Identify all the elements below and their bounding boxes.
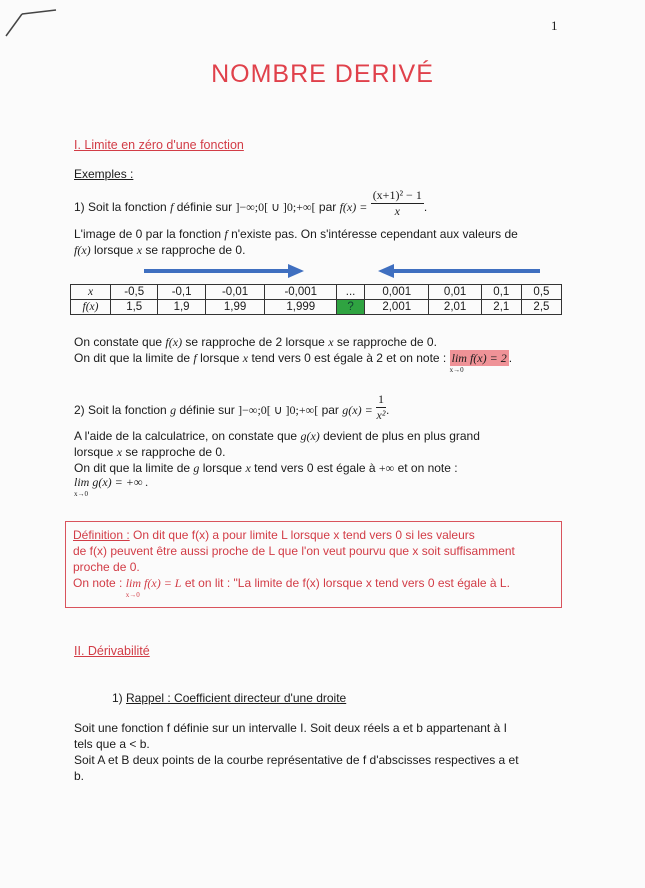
ex2-denominator: x² <box>376 408 386 422</box>
ex2-domain: ]−∞;0[ ∪ ]0;+∞[ <box>238 403 319 418</box>
table-cell: -0,001 <box>265 285 337 300</box>
definition-line-3: proche de 0. <box>73 560 140 574</box>
concl-f: f <box>193 351 197 365</box>
table-cell: f(x) <box>71 300 111 315</box>
section-1-heading <box>74 138 244 152</box>
ex2-text: lorsque <box>74 445 114 459</box>
ex1-denominator: x <box>394 204 400 218</box>
left-arrow-icon <box>372 262 544 280</box>
examples-heading: Exemples : <box>74 167 134 181</box>
rappel-heading <box>112 690 346 706</box>
table-cell: 1,999 <box>265 300 337 315</box>
concl-text: tend vers 0 est égale à 2 et on note : <box>251 351 447 365</box>
ex2-x: x <box>245 461 251 475</box>
concl-text: se rapproche de 0. <box>336 335 437 349</box>
ex2-text: On dit que la limite de <box>74 461 191 475</box>
ex2-defined-on: définie sur <box>179 403 235 418</box>
ex2-limit <box>74 474 149 498</box>
para-line-1: Soit une fonction f définie sur un intervalle I. Soit deux réels a et b appartenant à I <box>74 721 507 735</box>
section-2-heading <box>74 644 150 658</box>
para-line-2: tels que a < b. <box>74 737 150 751</box>
definition-line-4-b: et on lit : "La limite de f(x) lorsque x tend vers 0 est égale à L. <box>184 576 510 590</box>
ex1-line3-b: lorsque <box>94 243 134 257</box>
ex2-text: se rapproche de 0. <box>125 445 226 459</box>
definition-limit: lim f(x) = L <box>125 576 182 590</box>
definition-line-2: de f(x) peuvent être aussi proche de L que l'on veut pourvu que x soit suffisamment <box>73 544 515 558</box>
table-cell: -0,5 <box>111 285 158 300</box>
ex2-text: tend vers 0 est égale à <box>254 461 376 475</box>
ex1-line2-a: L'image de 0 par la fonction <box>74 227 222 241</box>
ex1-line3-d: se rapproche de 0. <box>145 243 246 257</box>
ex2-text: lorsque <box>202 461 243 475</box>
ex2-gx-ref: g(x) <box>300 429 320 443</box>
values-table <box>70 284 562 315</box>
concl-text: se rapproche de 2 lorsque <box>185 335 325 349</box>
ex1-line2-f: f <box>224 227 228 241</box>
ex2-fraction <box>376 392 386 422</box>
table-row-fx <box>71 300 562 315</box>
limit-subscript: x→0 <box>449 366 464 374</box>
section-1-label: I. Limite en zéro d'une fonction <box>74 138 244 152</box>
ex1-numerator: (x+1)² − 1 <box>372 188 422 202</box>
example-1-statement: 1) Soit la fonction f définie sur ]−∞;0[ ∪ ]0;+∞[ par f(x) = $\frac{\text{(x+1)² − 1}}{x}$ . <box>74 188 428 218</box>
ex1-par: par <box>318 200 337 215</box>
table-cell: 0,1 <box>481 285 521 300</box>
concl-x: x <box>328 335 334 349</box>
ex1-fraction <box>371 188 424 218</box>
right-arrow-icon <box>140 262 310 280</box>
table-cell: 0,5 <box>521 285 561 300</box>
ex2-text: devient de plus en plus grand <box>323 429 480 443</box>
ex2-gx: g(x) = <box>342 403 373 418</box>
table-cell: 1,5 <box>111 300 158 315</box>
table-cell: x <box>71 285 111 300</box>
paragraph <box>74 720 574 784</box>
ex2-g: g <box>193 461 200 475</box>
table-cell: 2,01 <box>429 300 481 315</box>
table-cell: 2,001 <box>365 300 429 315</box>
page-title: NOMBRE DERIVÉ <box>211 60 434 88</box>
table-cell: ... <box>337 285 365 300</box>
ex2-prefix: 2) Soit la fonction <box>74 403 167 418</box>
table-cell: 0,001 <box>365 285 429 300</box>
concl-x: x <box>242 351 249 365</box>
table-cell: -0,01 <box>205 285 265 300</box>
definition-line-1: On dit que f(x) a pour limite L lorsque x tend vers 0 si les valeurs <box>133 528 475 542</box>
ex1-line3-x: x <box>136 243 143 257</box>
ex1-fx: f(x) = <box>339 200 368 215</box>
table-row-x <box>71 285 562 300</box>
concl-fx: f(x) <box>165 335 183 349</box>
limit-expression: lim f(x) = 2 <box>451 351 507 365</box>
table-cell-unknown: ? <box>337 300 365 315</box>
ex1-line3-fx: f(x) <box>74 243 91 257</box>
limit-highlight <box>449 350 509 374</box>
section-2-label: II. Dérivabilité <box>74 644 150 658</box>
ex1-line2-b: n'existe pas. On s'intéresse cependant aux valeurs de <box>231 227 518 241</box>
corner-pen-mark <box>0 0 70 40</box>
rappel-number: 1) <box>112 691 123 705</box>
definition-text <box>73 527 557 599</box>
ex2-limit-expression: lim g(x) = +∞ . <box>74 475 149 489</box>
definition-limit-subscript: x→0 <box>125 591 140 599</box>
ex1-defined-on: définie sur <box>176 200 233 215</box>
ex1-f: f <box>170 200 174 215</box>
table-cell: -0,1 <box>158 285 205 300</box>
table-cell: 0,01 <box>429 285 481 300</box>
ex2-par: par <box>321 403 339 418</box>
ex2-g: g <box>170 403 177 418</box>
definition-line-4-a: On note : <box>73 576 123 590</box>
example-1-conclusion: On constate que f(x) se rapproche de 2 lorsque x se rapproche de 0. On dit que la limite de f lorsque x tend vers 0 est égale à 2 et on note : lim f(x) = 2 x→0 . <box>74 334 594 366</box>
ex2-text: A l'aide de la calculatrice, on constate que <box>74 429 298 443</box>
table-cell: 2,1 <box>481 300 521 315</box>
concl-text: On dit que la limite de <box>74 351 191 365</box>
para-line-3: Soit A et B deux points de la courbe représentative de f d'abscisses respectives a et <box>74 753 519 767</box>
para-line-4: b. <box>74 769 85 783</box>
ex2-x: x <box>116 445 123 459</box>
table-cell: 1,9 <box>158 300 205 315</box>
example-2-statement: 2) Soit la fonction g définie sur ]−∞;0[ ∪ ]0;+∞[ par g(x) = $\frac{1}{\text{x²}}$ . <box>74 392 390 422</box>
ex2-infinity: +∞ <box>378 461 395 475</box>
definition-label: Définition : <box>73 528 130 542</box>
page-number: 1 <box>551 18 558 33</box>
example-2-text <box>74 428 594 476</box>
ex1-prefix: 1) Soit la fonction <box>74 200 167 215</box>
ex2-numerator: 1 <box>378 392 385 406</box>
concl-text: lorsque <box>200 351 240 365</box>
table-cell: 1,99 <box>205 300 265 315</box>
example-1-text <box>74 226 574 258</box>
concl-text: On constate que <box>74 335 163 349</box>
rappel-label: Rappel : Coefficient directeur d'une droite <box>126 691 347 705</box>
table-cell: 2,5 <box>521 300 561 315</box>
ex2-text: et on note : <box>397 461 458 475</box>
ex1-domain: ]−∞;0[ ∪ ]0;+∞[ <box>235 200 316 215</box>
ex2-limit-subscript: x→0 <box>74 490 88 498</box>
